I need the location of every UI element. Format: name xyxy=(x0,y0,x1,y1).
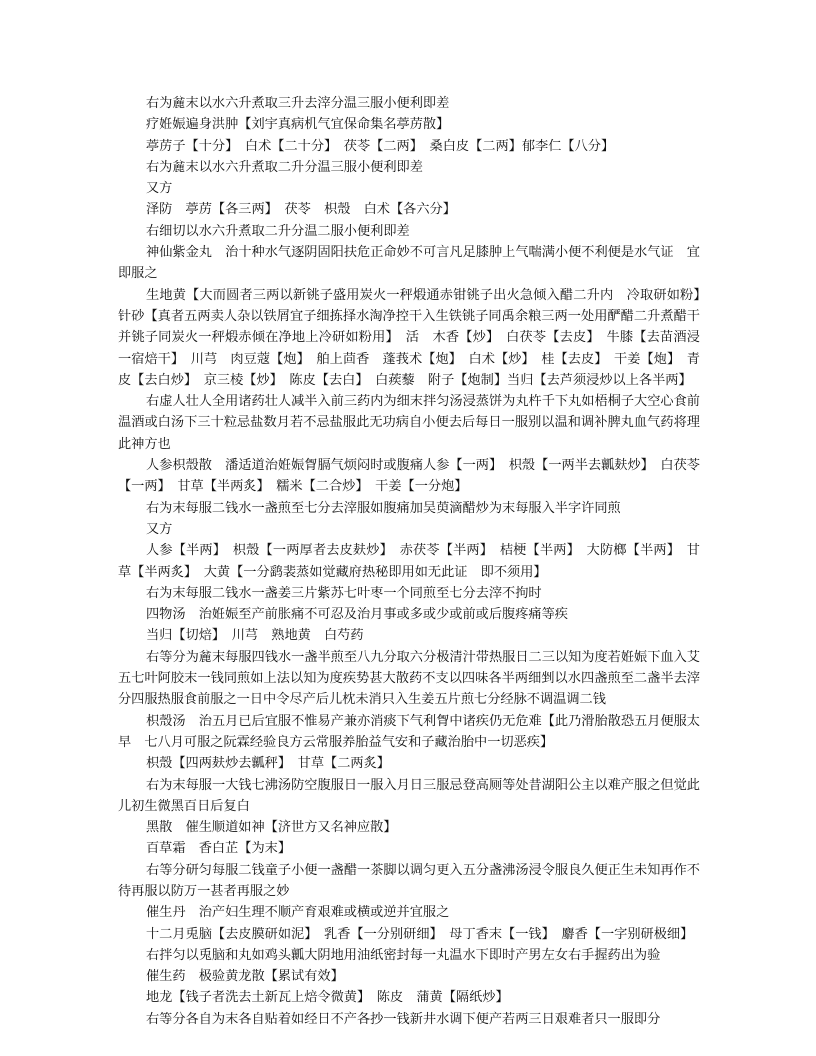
text-paragraph: 当归【切焙】 川芎 熟地黄 白芍药 xyxy=(146,628,364,644)
document-body xyxy=(118,93,714,1030)
text-paragraph: 又方 xyxy=(146,521,173,537)
text-paragraph: 右细切以水六升煮取二升分温二服小便利即差 xyxy=(146,223,410,239)
text-paragraph: 右为末每服二钱水一盏姜三片紫苏七叶枣一个同煎至七分去滓不拘时 xyxy=(146,585,542,601)
text-paragraph: 又方 xyxy=(146,181,173,197)
text-paragraph: 生地黄【大而圆者三两以新铫子盛用炭火一秤煅通赤钳铫子出火急倾入醋二升内 冷取研如粉】 针砂【真者五两卖人杂以铁屑宜子细拣择水淘净控干入生铁铫子同禹余粮三两一处用酽醋二升煮醋干并铫子同炭火一秤煅赤倾在净地上冷研如粉用】 活 木香【炒】 白茯苓【去皮】 牛膝【去苗酒浸一宿焙干】 川芎 肉豆蔻【炮】 舶上茴香 蓬莪术【炮】 白术【炒】 桂【去皮】 干姜【炮】 青皮【去白炒】 京三棱【炒】 陈皮【去白】 白蒺藜 附子【炮制】当归【去芦须浸炒以上各半两】 xyxy=(118,287,714,388)
text-paragraph: 人参枳殼散 潘适道治姙娠胷膈气烦闷时或腹痛人参【一两】 枳殼【一两半去瓤麸炒】 白茯苓【一两】 甘草【半两炙】 糯米【二合炒】 干姜【一分炮】 xyxy=(118,458,700,495)
text-paragraph: 催生丹 治产妇生理不顺产育艰难或横或逆并宜服之 xyxy=(146,905,450,921)
text-paragraph: 右等分各自为末各自贴着如经日不产各抄一钱新井水调下便产若两三日艰难者只一服即分 xyxy=(146,1011,661,1027)
text-paragraph: 右等分为麄末每服四钱水一盏半煎至八九分取六分极清汁带热服日二三以知为度若姙娠下血入艾五七叶阿胶末一钱同煎如上法以知为度疾势甚大散药不支以四味各半两细剉以水四盏煎至二盏半去滓分四服热服食前服之一日中令尽产后儿枕未消只入生姜五片煎七分经脉不调温调二钱 xyxy=(118,649,700,708)
text-paragraph: 右为末每服一大钱七沸汤防空腹服日一服入月日三服忌登高厕等处昔湖阳公主以难产服之但觉此儿初生微黑百日后复白 xyxy=(118,777,700,814)
text-paragraph: 泽防 葶苈【各三两】 茯苓 枳殼 白术【各六分】 xyxy=(146,202,456,218)
text-paragraph: 右为麄末以水六升煮取二升分温三服小便利即差 xyxy=(146,159,423,175)
text-paragraph: 右为末每服二钱水一盏煎至七分去滓服如腹痛加吴萸滴醋炒为末每服入半字许同煎 xyxy=(146,500,621,516)
text-paragraph: 人参【半两】 枳殼【一两厚者去皮麸炒】 赤茯苓【半两】 桔梗【半两】 大防榔【半两】 甘草【半两炙】 大黄【一分鹞裴蒸如觉藏府热秘即用如无此证 即不须用】 xyxy=(118,543,700,580)
text-paragraph: 右等分研匀每服二钱童子小便一盏醋一茶脚以调匀更入五分盏沸汤浸令服良久便正生未知再作不待再服以防万一甚者再服之妙 xyxy=(118,862,700,899)
text-paragraph: 葶苈子【十分】 白术【二十分】 茯苓【二两】 桑白皮【二两】郁李仁【八分】 xyxy=(146,138,615,154)
text-paragraph: 神仙紫金丸 治十种水气逐阴固阳扶危正命妙不可言凡足膝肿上气喘满小便不利便是水气证 宜即服之 xyxy=(118,245,700,282)
text-paragraph: 催生药 极验黄龙散【累试有效】 xyxy=(146,969,344,985)
text-paragraph: 右虚人壮人全用诸药壮人减半入前三药内为细末拌匀汤浸蒸饼为丸杵千下丸如梧桐子大空心食前温酒或白汤下三十粒忌盐数月若不忌盐服此无功病自小便去后每日一服别以温和调补脾丸血气药将理此神方也 xyxy=(118,394,700,452)
text-paragraph: 黑散 催生顺道如神【济世方又名神应散】 xyxy=(146,820,397,836)
text-paragraph: 四物汤 治姙娠至产前胀痛不可忍及治月事或多或少或前或后腹疼痛等疾 xyxy=(146,607,568,623)
text-paragraph: 右为麄末以水六升煮取三升去滓分温三服小便利即差 xyxy=(146,96,450,111)
text-paragraph: 十二月兎脑【去皮膜研如泥】 乳香【一分别研细】 母丁香末【一钱】 麝香【一字别研极细】 xyxy=(146,926,694,942)
text-paragraph: 枳殼【四两麸炒去瓤秤】 甘草【二两炙】 xyxy=(146,756,390,772)
text-paragraph: 右拌匀以兎脑和丸如鸡头瓤大阴地用油纸密封每一丸温水下即时产男左女右手握药出为验 xyxy=(146,947,661,963)
text-paragraph: 枳殼汤 治五月已后宜服不惟易产兼亦消痰下气利胷中诸疾仍无危难【此乃滑胎散恐五月便服太早 七八月可服之阮霖经验良方云常服养胎益气安和子藏治胎中一切恶疾】 xyxy=(118,713,700,750)
text-paragraph: 百草霜 香白芷【为末】 xyxy=(146,841,292,857)
text-paragraph: 疗姙娠遍身洪肿【刘宇真病机气宜保命集名葶苈散】 xyxy=(146,117,450,133)
text-paragraph: 地龙【钱子者洗去土新瓦上焙令微黄】 陈皮 蒲黄【隔纸炒】 xyxy=(146,990,509,1006)
